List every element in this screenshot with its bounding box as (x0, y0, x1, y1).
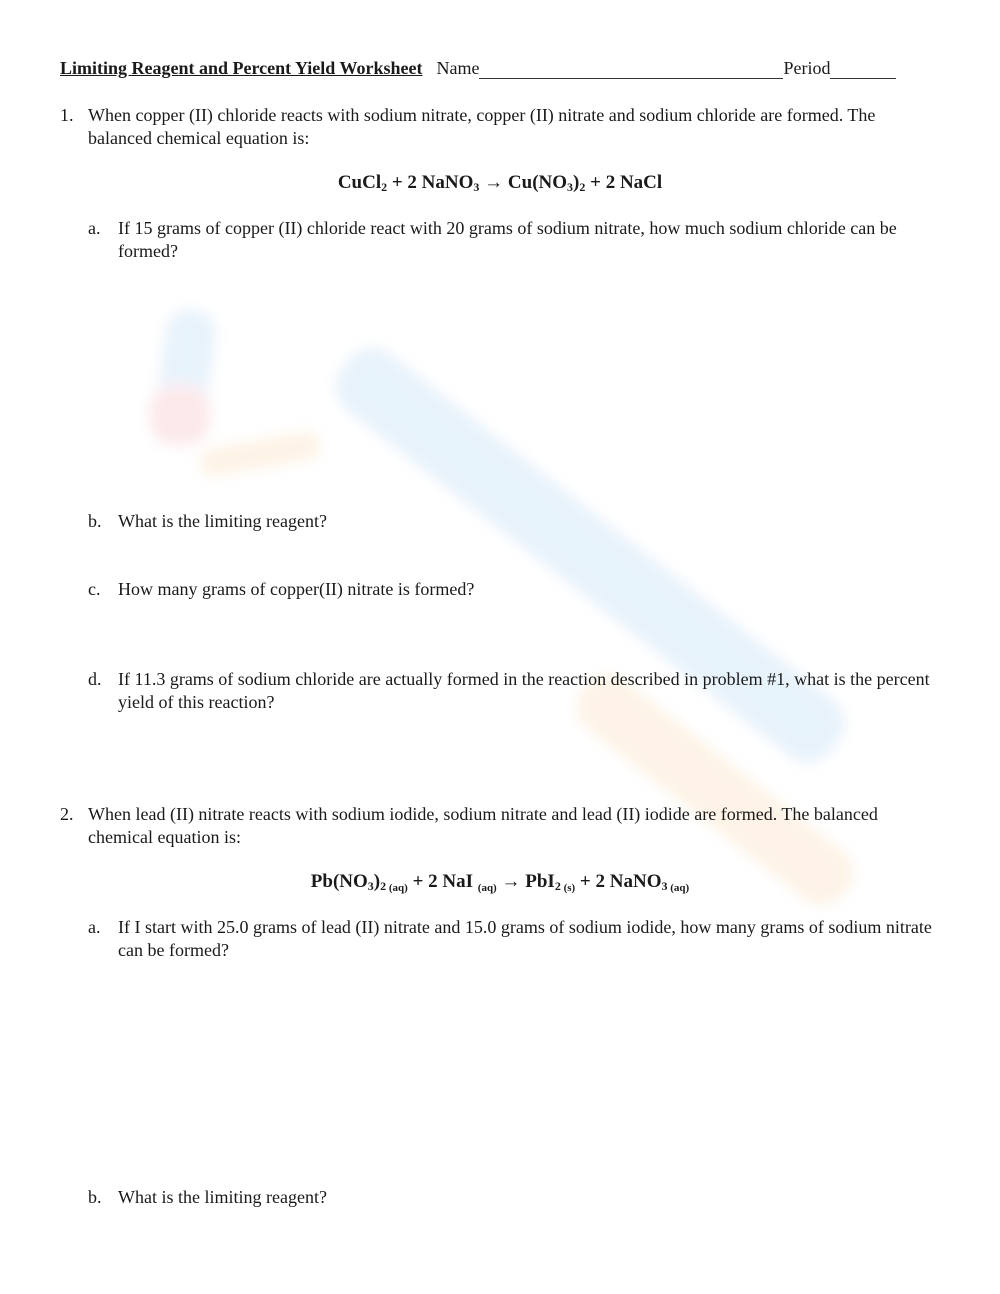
worksheet-header (60, 58, 942, 79)
reaction-arrow-icon: → (496, 871, 526, 892)
part-label: c. (88, 579, 101, 599)
name-field[interactable] (479, 61, 783, 79)
question-1-part-b (88, 510, 942, 533)
watermark-bar-red (150, 385, 210, 445)
eq-state: (aq) (386, 882, 408, 894)
question-2-part-a (88, 916, 942, 962)
eq-subscript: 3 (661, 879, 668, 893)
eq-subscript: 2 (554, 879, 561, 893)
question-1 (60, 104, 942, 150)
question-1-part-a (88, 217, 942, 263)
eq-term: ) (573, 172, 580, 193)
name-label: Name (436, 58, 480, 78)
eq-state: (aq) (667, 882, 690, 894)
part-text: What is the limiting reagent? (118, 1187, 327, 1207)
part-label: b. (88, 1187, 102, 1207)
question-text: When copper (II) chloride reacts with sodium nitrate, copper (II) nitrate and sodium chloride are formed. The balanced chemical equation is: (88, 105, 876, 148)
equation-2 (0, 871, 1000, 894)
part-text: How many grams of copper(II) nitrate is formed? (118, 579, 475, 599)
eq-term: CuCl (337, 172, 382, 193)
eq-subscript: 3 (367, 879, 374, 893)
eq-subscript: 3 (473, 180, 480, 194)
part-text: If 15 grams of copper (II) chloride react with 20 grams of sodium nitrate, how much sodium chloride can be formed? (118, 218, 897, 261)
eq-subscript: 2 (579, 180, 586, 194)
eq-term: ) (373, 871, 381, 892)
eq-state: (s) (560, 882, 576, 894)
question-number: 2. (60, 804, 74, 824)
eq-subscript: 3 (567, 180, 574, 194)
equation-1 (0, 172, 1000, 195)
watermark-bar-orange (198, 430, 321, 478)
part-label: a. (88, 917, 101, 937)
eq-term: + 2 NaNO (575, 871, 662, 892)
eq-term: + 2 NaI (407, 871, 478, 892)
question-2-part-b (88, 1186, 942, 1209)
eq-subscript: 2 (381, 180, 388, 194)
period-field[interactable] (830, 61, 896, 79)
eq-term: PbI (525, 871, 555, 892)
reaction-arrow-icon: → (479, 172, 508, 193)
question-1-part-d (88, 668, 942, 714)
question-2 (60, 803, 942, 849)
eq-term: Pb(NO (310, 871, 368, 892)
worksheet-title: Limiting Reagent and Percent Yield Worksheet (60, 58, 423, 78)
eq-term: + 2 NaCl (585, 172, 663, 193)
question-text: When lead (II) nitrate reacts with sodium iodide, sodium nitrate and lead (II) iodide are formed. The balanced chemical equation is: (88, 804, 878, 847)
question-number: 1. (60, 105, 74, 125)
part-label: b. (88, 511, 102, 531)
part-label: d. (88, 669, 102, 689)
eq-state: (aq) (477, 882, 497, 894)
part-text: If I start with 25.0 grams of lead (II) nitrate and 15.0 grams of sodium iodide, how many grams of sodium nitrate can be formed? (118, 917, 932, 960)
part-label: a. (88, 218, 101, 238)
period-label: Period (783, 58, 831, 78)
eq-subscript: 2 (380, 879, 387, 893)
part-text: If 11.3 grams of sodium chloride are actually formed in the reaction described in problem #1, what is the percent yield of this reaction? (118, 669, 930, 712)
eq-term: Cu(NO (507, 172, 568, 193)
part-text: What is the limiting reagent? (118, 511, 327, 531)
question-1-part-c (88, 578, 942, 601)
eq-term: + 2 NaNO (387, 172, 474, 193)
